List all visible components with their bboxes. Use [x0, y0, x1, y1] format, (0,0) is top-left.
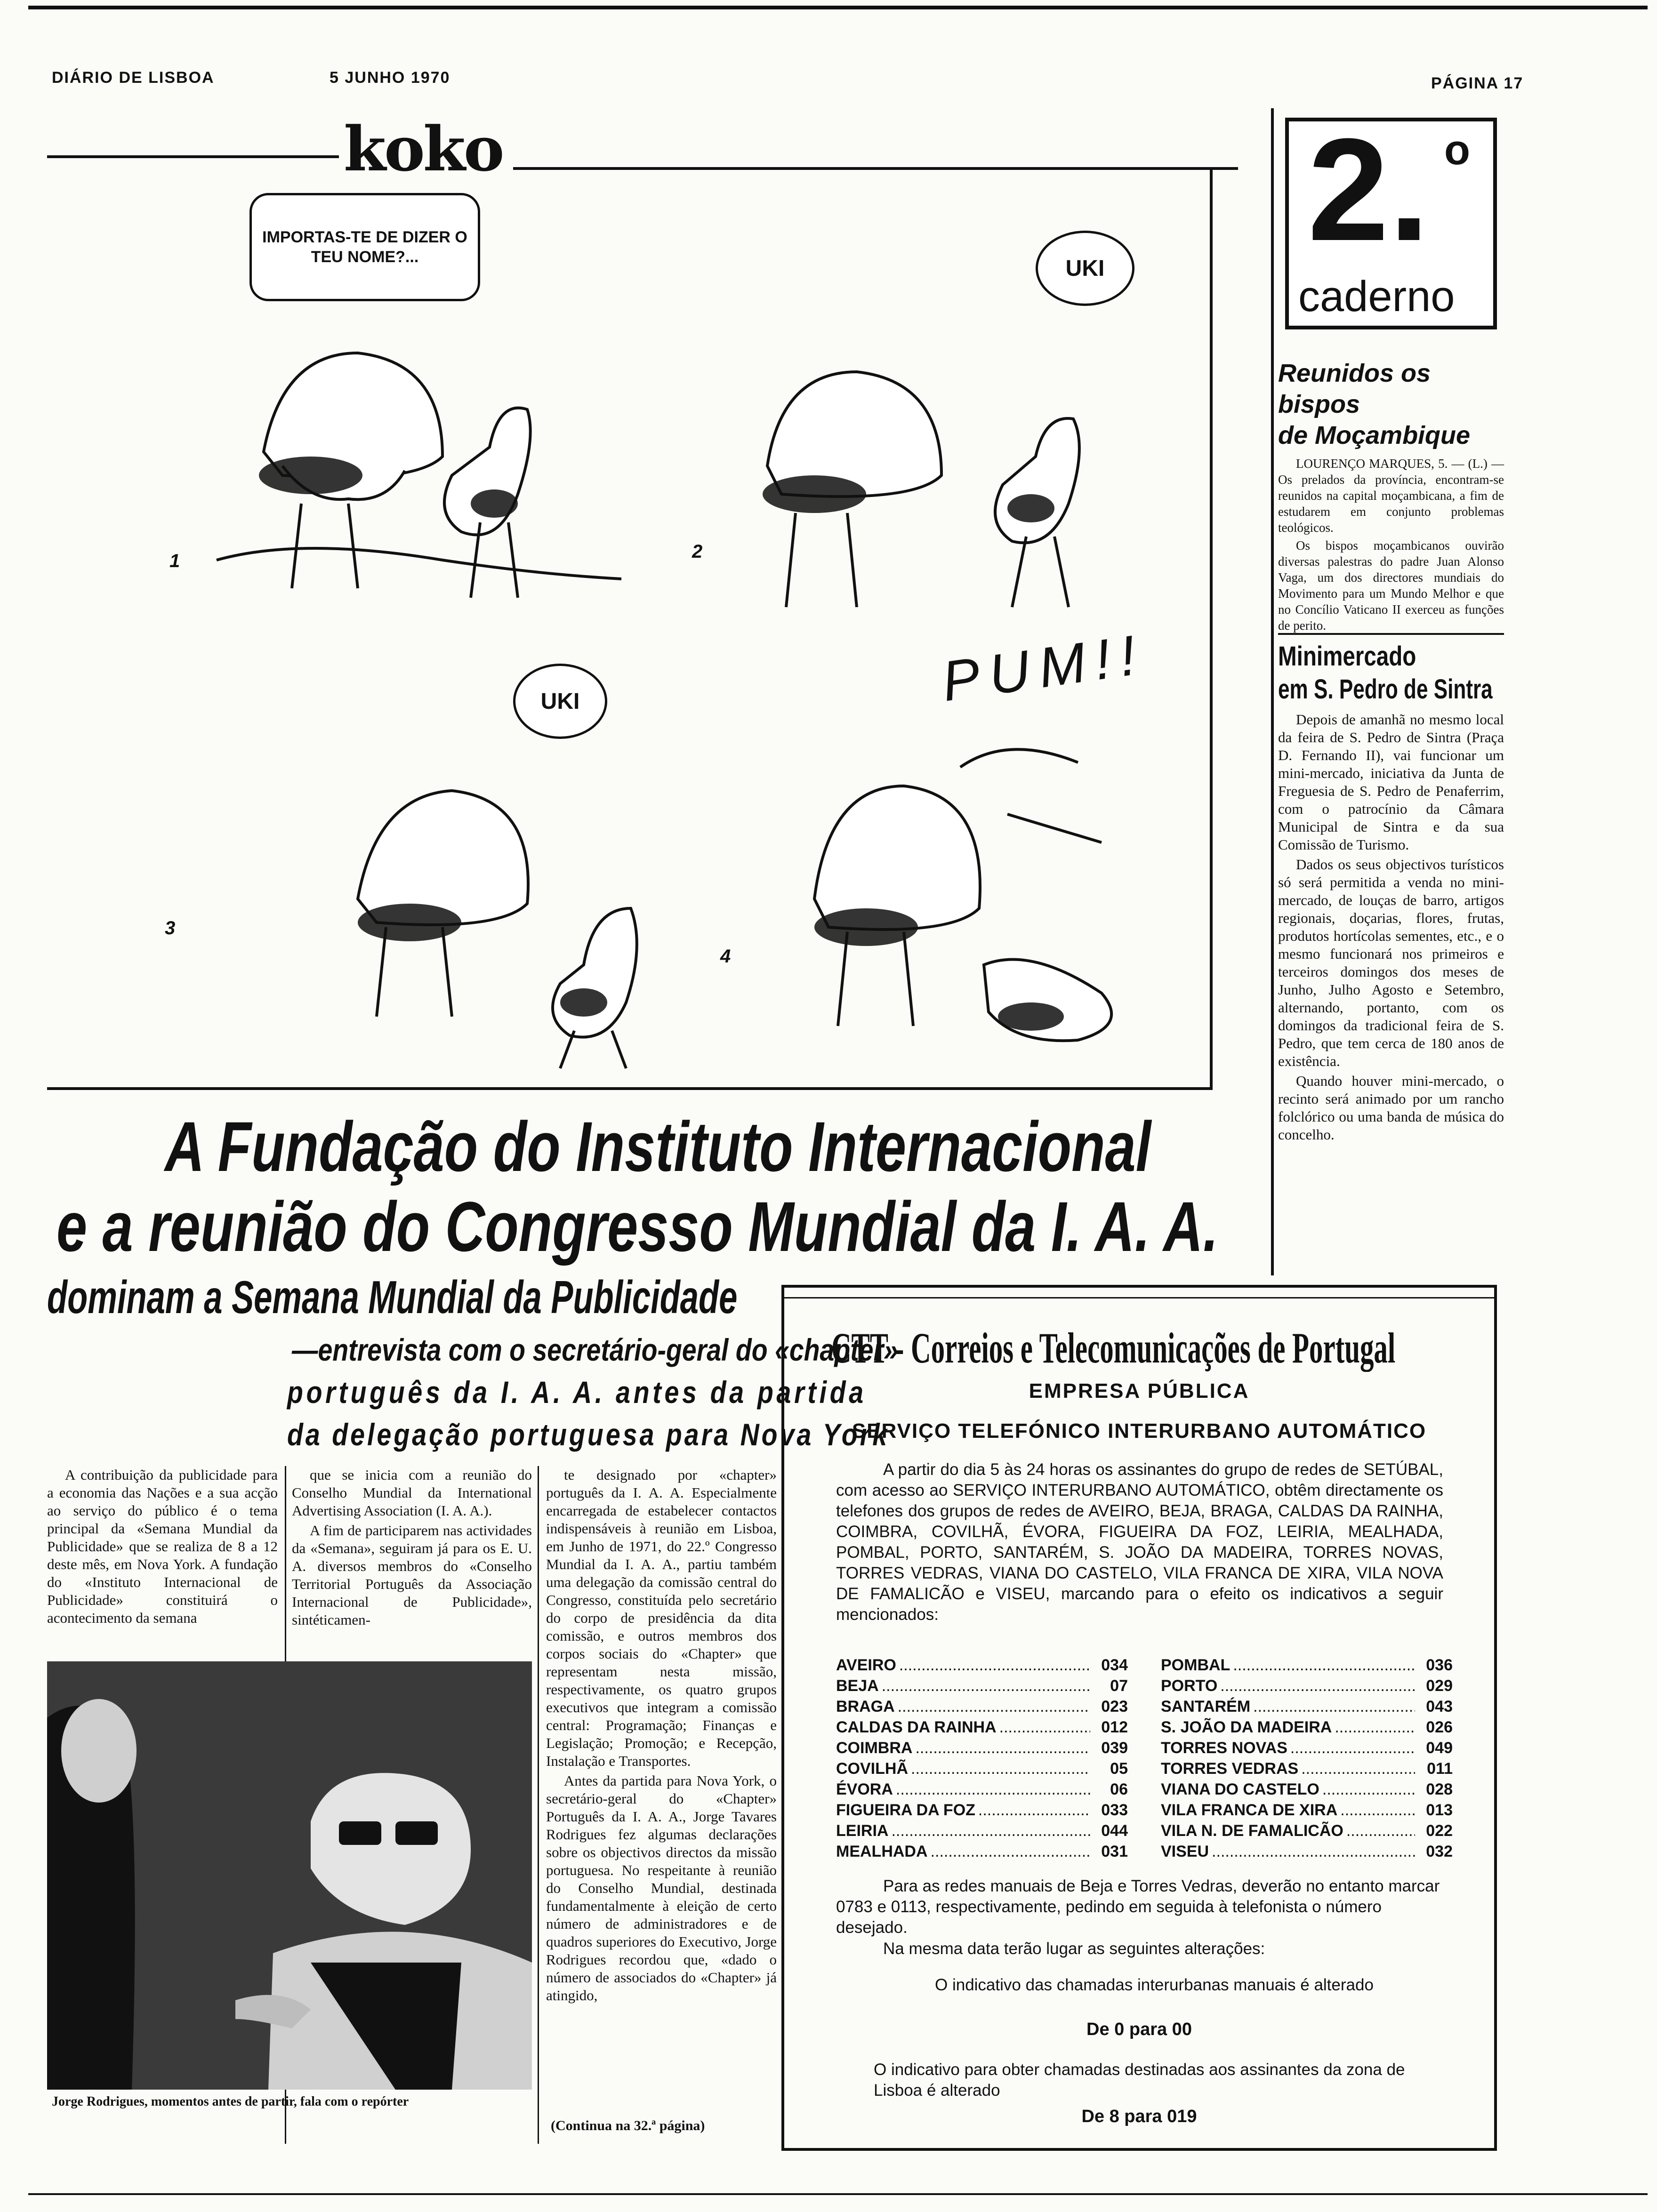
column-3-paragraph-2: Antes da partida para Nova York, o secretário-geral do «Chapter» Português da I. A. A., Jorge Tavares Rodrigues fez algumas declarações sobre os objectivos directos da missão portuguesa. No respeitante à reunião do Conselho Mundial, destinada fundamentalmente à eleição de certo número de administradores e de quadros superiores do Executivo, Jorge Rodrigues recordou que, «dado o número de associados do «Chapter» já atingido,	[546, 1772, 777, 2004]
rate-city: AVEIRO	[836, 1656, 896, 1674]
column-1-text: A contribuição da publicidade para a economia das Nações e a sua acção ao serviço do público é o tema principal da «Semana Mundial da Publicidade» que se realiza de 8 a 12 deste mês, em Nova York. A fundação do «Instituto Internacional de Publicidade» constituirá o acontecimento da semana	[47, 1467, 278, 1626]
rate-row	[836, 1675, 1128, 1696]
speech-bubble-1: IMPORTAS-TE DE DIZER O TEU NOME?...	[249, 193, 480, 301]
right-column-rule	[1271, 108, 1274, 1275]
deck-line-2: português da I. A. A. antes da partida	[287, 1375, 867, 1410]
comic-strip	[19, 108, 1229, 1097]
rate-city: PORTO	[1161, 1677, 1218, 1695]
rate-city: LEIRIA	[836, 1822, 889, 1840]
ctt-ad-box	[781, 1285, 1497, 2151]
rate-row	[836, 1820, 1128, 1841]
ctt-change-2-value: De 8 para 019	[1081, 2107, 1197, 2126]
article-column-2	[292, 1466, 532, 1631]
rate-city: COIMBRA	[836, 1739, 913, 1757]
rate-code: 012	[1101, 1718, 1128, 1736]
rate-row	[836, 1696, 1128, 1717]
rate-code: 011	[1427, 1760, 1453, 1778]
rate-city: TORRES VEDRAS	[1161, 1760, 1299, 1778]
rate-code: 043	[1426, 1698, 1453, 1715]
rate-code: 033	[1101, 1801, 1128, 1819]
rate-row	[1161, 1841, 1453, 1862]
rate-row	[836, 1717, 1128, 1738]
caderno-number: 2.	[1308, 108, 1430, 271]
top-border	[28, 6, 1648, 9]
rate-code: 07	[1110, 1677, 1128, 1695]
rate-city: BRAGA	[836, 1698, 895, 1715]
panel-number-1: 1	[169, 551, 180, 571]
rate-row	[836, 1800, 1128, 1820]
rate-row	[836, 1738, 1128, 1758]
bishops-title-2: de Moçambique	[1278, 421, 1471, 449]
ctt-change-1-value: De 0 para 00	[1086, 2020, 1192, 2039]
newspaper-name: DIÁRIO DE LISBOA	[52, 69, 215, 87]
rate-city: FIGUEIRA DA FOZ	[836, 1801, 975, 1819]
rate-code: 029	[1426, 1677, 1453, 1695]
main-headline-line-2: e a reunião do Congresso Mundial da I. A. A.	[56, 1187, 1219, 1266]
comic-border-bottom	[47, 1087, 1213, 1090]
rate-row	[836, 1779, 1128, 1800]
ctt-subtitle: EMPRESA PÚBLICA	[1029, 1379, 1250, 1403]
article-column-1	[47, 1466, 278, 1629]
rate-code: 023	[1101, 1698, 1128, 1715]
page-number: PÁGINA 17	[1431, 74, 1524, 92]
rate-row	[836, 1655, 1128, 1675]
rate-row	[836, 1758, 1128, 1779]
rate-code: 026	[1426, 1718, 1453, 1736]
panel-number-2: 2	[692, 541, 703, 562]
rate-code: 044	[1101, 1822, 1128, 1840]
rate-city: SANTARÉM	[1161, 1698, 1251, 1715]
rates-table-right	[1161, 1655, 1453, 1862]
caderno-label: caderno	[1298, 272, 1455, 321]
rate-city: VILA FRANCA DE XIRA	[1161, 1801, 1338, 1819]
bishops-paragraph-1: LOURENÇO MARQUES, 5. — (L.) — Os prelados da província, encontram-se reunidos na capital moçambicana, a fim de estudarem em conjunto problemas teológicos.	[1278, 457, 1504, 535]
rate-city: POMBAL	[1161, 1656, 1231, 1674]
rate-row	[1161, 1800, 1453, 1820]
news-brief-market	[1278, 640, 1513, 1146]
news-brief-bishops	[1278, 358, 1504, 635]
rate-city: CALDAS DA RAINHA	[836, 1718, 997, 1736]
rate-city: VISEU	[1161, 1843, 1209, 1860]
rate-code: 032	[1426, 1843, 1453, 1860]
rate-code: 039	[1101, 1739, 1128, 1757]
comic-border-right	[1210, 167, 1213, 1090]
column-2-paragraph-2: A fim de participarem nas actividades da «Semana», seguiram já para os E. U. A. diversos membros do «Conselho Territorial Português da Associação Internacional de Publicidade», sintéticamen-	[292, 1522, 532, 1628]
market-paragraph-1: Depois de amanhã no mesmo local da feira de S. Pedro de Sintra (Praça D. Fernando II), vai funcionar um mini-mercado, iniciativa da Junta de Freguesia de S. Pedro de Penaferrim, com o patrocínio da Câmara Municipal de Sintra e da sua Comissão de Turismo.	[1278, 711, 1504, 853]
comic-title: koko	[344, 113, 503, 185]
ctt-change-2: O indicativo para obter chamadas destinadas aos assinantes da zona de Lisboa é alterado	[874, 2060, 1405, 2100]
ctt-intro: A partir do dia 5 às 24 horas os assinantes do grupo de redes de SETÚBAL, com acesso ao SERVIÇO INTERURBANO AUTOMÁTICO, obtêm directamente os telefones dos grupos de redes de AVEIRO, BEJA, BRAGA, CALDAS DA RAINHA, COIMBRA, COVILHÃ, ÉVORA, FIGUEIRA DA FOZ, LEIRIA, MEALHADA, POMBAL, PORTO, SANTARÉM, S. JOÃO DA MADEIRA, TORRES NOVAS, TORRES VEDRAS, VIANA DO CASTELO, VILA FRANCA DE XIRA, VILA NOVA DE FAMALICÃO e VISEU, marcando para o efeito os indicativos a seguir mencionados:	[836, 1460, 1443, 1624]
deck-line-1: —entrevista com o secretário-geral do «chapter»	[292, 1332, 898, 1367]
deck-line-3: da delegação portuguesa para Nova York	[287, 1417, 890, 1452]
article-column-3	[546, 1466, 777, 2006]
ctt-service: SERVIÇO TELEFÓNICO INTERURBANO AUTOMÁTICO	[852, 1419, 1427, 1443]
article-photo	[47, 1661, 532, 2090]
ctt-manual-note: Para as redes manuais de Beja e Torres Vedras, deverão no entanto marcar 0783 e 0113, respectivamente, pedindo em seguida à telefonista o número desejado.	[836, 1877, 1440, 1937]
rate-city: MEALHADA	[836, 1843, 928, 1860]
bottom-border	[28, 2193, 1648, 2195]
bishops-body	[1278, 456, 1504, 633]
bishops-paragraph-2: Os bispos moçambicanos ouvirão diversas palestras do padre Juan Alonso Vaga, um dos directores mundiais do Movimento para um Mundo Melhor e que no Concílio Vaticano II exerceu as funções de perito.	[1278, 538, 1504, 633]
rate-code: 034	[1101, 1656, 1128, 1674]
rate-row	[1161, 1717, 1453, 1738]
brief-divider	[1278, 633, 1504, 635]
continued-note: (Continua na 32.ª página)	[551, 2118, 705, 2133]
rate-code: 05	[1110, 1760, 1128, 1778]
column-2-paragraph-1: que se inicia com a reunião do Conselho Mundial da International Advertising Association (I. A. A.).	[292, 1467, 532, 1519]
rate-row	[836, 1841, 1128, 1862]
comic-drawing	[19, 108, 1210, 1087]
rate-city: BEJA	[836, 1677, 879, 1695]
rate-code: 028	[1426, 1780, 1453, 1798]
market-title-1: Minimercado	[1278, 641, 1416, 672]
panel-number-4: 4	[720, 946, 731, 967]
rate-row	[1161, 1738, 1453, 1758]
rate-row	[1161, 1820, 1453, 1841]
column-3-paragraph-1: te designado por «chapter» português da I. A. A. Especialmente encarregada de estabelecer contactos indispensáveis à reunião em Lisboa, em Junho de 1971, do 22.º Congresso Mundial da I. A. A., partiu também uma delegação da comissão central do Congresso, constituída pelo secretário do corpo de presidência da dita comissão, e outros membros dos corpos sociais do «Chapter» que representam nesta missão, respectivamente, os quatro grupos executivos que integram a comissão central: Programação; Finanças e Legislação; Promoção; e Recepção, Instalação e Transportes.	[546, 1467, 777, 1769]
ctt-inner-rule	[784, 1297, 1494, 1298]
rate-code: 013	[1426, 1801, 1453, 1819]
rate-city: ÉVORA	[836, 1780, 893, 1798]
rate-row	[1161, 1779, 1453, 1800]
market-body	[1278, 711, 1504, 1144]
rate-row	[1161, 1758, 1453, 1779]
market-title-2: em S. Pedro de Sintra	[1278, 674, 1493, 705]
rate-city: S. JOÃO DA MADEIRA	[1161, 1718, 1332, 1736]
rate-code: 049	[1426, 1739, 1453, 1757]
ctt-change-1: O indicativo das chamadas interurbanas manuais é alterado	[935, 1976, 1374, 1994]
rate-code: 022	[1426, 1822, 1453, 1840]
rate-city: COVILHÃ	[836, 1760, 908, 1778]
panel-number-3: 3	[165, 918, 176, 938]
rate-code: 036	[1426, 1656, 1453, 1674]
sub-headline: dominam a Semana Mundial da Publicidade	[47, 1271, 738, 1323]
main-headline-line-1: A Fundação do Instituto Internacional	[165, 1107, 1151, 1186]
caderno-box	[1285, 108, 1497, 329]
rate-row	[1161, 1655, 1453, 1675]
rate-row	[1161, 1696, 1453, 1717]
rate-city: VIANA DO CASTELO	[1161, 1780, 1319, 1798]
caderno-ordinal: o	[1444, 127, 1470, 174]
rate-city: TORRES NOVAS	[1161, 1739, 1287, 1757]
rates-table-left	[836, 1655, 1128, 1862]
rate-city: VILA N. DE FAMALICÃO	[1161, 1822, 1343, 1840]
photo-caption: Jorge Rodrigues, momentos antes de partir, fala com o repórter	[52, 2094, 409, 2109]
photo-figures	[47, 1661, 532, 2090]
bishops-title-1: Reunidos os bispos	[1278, 359, 1431, 418]
rate-code: 06	[1110, 1780, 1128, 1798]
market-paragraph-2: Dados os seus objectivos turísticos só será permitida a venda no mini-mercado, de louças de barro, artigos regionais, doçarias, flores, frutas, produtos hortícolas sementes, etc., e o mesmo funcionará nos primeiros e terceiros domingos dos meses de Junho, Julho Agosto e Setembro, alternando, portanto, com os domingos da tradicional feira de S. Pedro, que tem cerca de 180 anos de existência.	[1278, 856, 1504, 1069]
rate-code: 031	[1101, 1843, 1128, 1860]
ctt-title: CTT - Correios e Telecomunicações de Portugal	[831, 1324, 1396, 1372]
market-paragraph-3: Quando houver mini-mercado, o recinto será animado por um rancho folclórico ou uma banda de música do concelho.	[1278, 1073, 1504, 1143]
column-rule-2	[538, 1466, 539, 2144]
sound-effect: PUM!!	[938, 622, 1149, 713]
speech-bubble-2: UKI	[1036, 231, 1134, 306]
issue-date: 5 JUNHO 1970	[330, 69, 450, 87]
speech-bubble-3: UKI	[513, 664, 607, 739]
ctt-changes-intro: Na mesma data terão lugar as seguintes alterações:	[883, 1940, 1265, 1958]
rate-row	[1161, 1675, 1453, 1696]
